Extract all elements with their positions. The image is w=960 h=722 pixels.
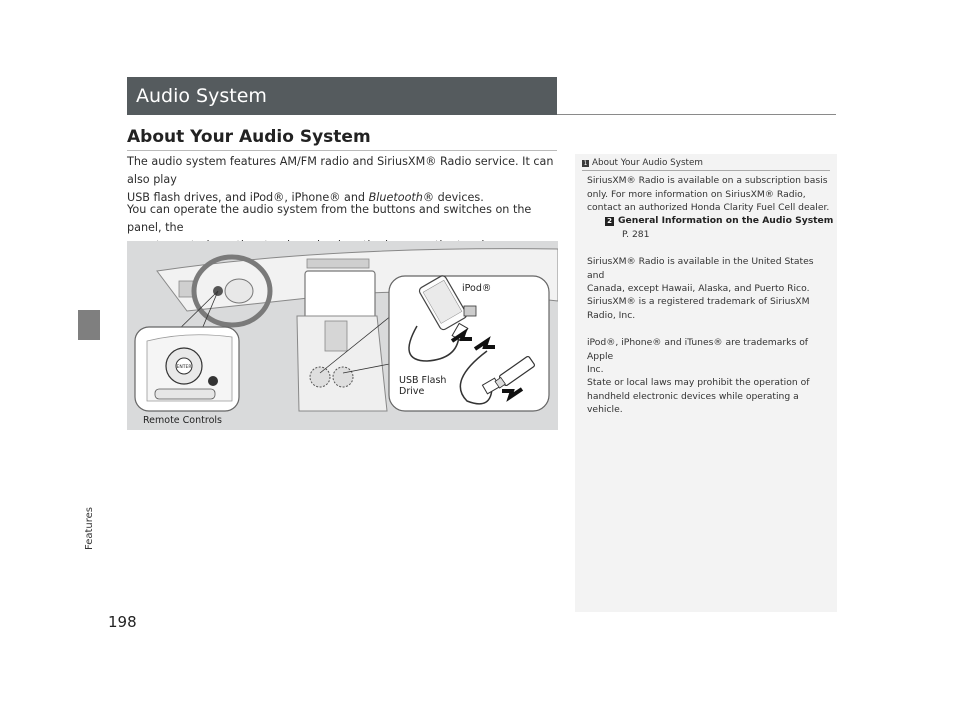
reference-page: P. 281 xyxy=(622,229,650,240)
bluetooth-word: Bluetooth xyxy=(368,191,423,204)
note-apple-trademark xyxy=(587,336,832,377)
note-apple-l1: iPod®, iPhone® and iTunes® are trademarks of Apple xyxy=(587,337,809,362)
note-legal-l3: vehicle. xyxy=(587,404,623,415)
intro-line-1: The audio system features AM/FM radio and SiriusXM® Radio service. It can also play xyxy=(127,155,554,186)
left-vent xyxy=(179,281,193,297)
heading-rule xyxy=(127,150,557,151)
sidebar-rule xyxy=(582,170,830,171)
note-legal-l1: State or local laws may prohibit the operation of xyxy=(587,377,810,388)
note-availability xyxy=(587,255,832,296)
note-subscription-l2: only. For more information on SiriusXM® Radio, xyxy=(587,188,806,200)
dashboard-drawing xyxy=(127,241,558,430)
remote-source-button xyxy=(208,376,218,386)
center-vent xyxy=(307,259,369,268)
page-number: 198 xyxy=(108,613,137,631)
note-apple-l2: Inc. xyxy=(587,364,604,375)
sidebar-header xyxy=(582,158,703,168)
note-subscription-l3: contact an authorized Honda Clarity Fuel Cell dealer. xyxy=(587,202,830,213)
ipod-label: iPod® xyxy=(462,283,492,294)
note-availability-l1: SiriusXM® Radio is available in the United States and xyxy=(587,256,814,281)
note-legal-l2: handheld electronic devices while operating a xyxy=(587,390,799,402)
chapter-side-label: Features xyxy=(84,507,95,550)
note-legal-warning xyxy=(587,376,832,417)
touchscreen-display xyxy=(305,271,375,319)
chapter-title: Audio System xyxy=(136,85,267,107)
usb-port-right xyxy=(333,367,353,387)
note-subscription xyxy=(587,174,832,215)
section-heading: About Your Audio System xyxy=(127,127,371,147)
title-rule xyxy=(557,114,836,115)
chapter-tab-marker xyxy=(78,310,100,340)
reference-arrow-icon: 2 xyxy=(605,217,614,226)
reference-title: General Information on the Audio System xyxy=(618,215,834,226)
enter-label: ENTER xyxy=(176,365,192,370)
usb-label-line-2: Drive xyxy=(399,386,425,397)
usb-socket xyxy=(464,306,476,316)
cross-reference-link[interactable] xyxy=(605,214,833,228)
note-siriusxm-l2: Radio, Inc. xyxy=(587,309,636,321)
usb-port-left xyxy=(310,367,330,387)
chapter-title-bar xyxy=(127,77,557,115)
note-number-icon: 1 xyxy=(583,159,588,167)
steering-hub xyxy=(225,279,253,303)
gear-panel xyxy=(325,321,347,351)
operation-line-1: You can operate the audio system from the buttons and switches on the panel, the xyxy=(127,203,532,234)
intro-paragraph xyxy=(127,153,559,207)
note-subscription-l1: SiriusXM® Radio is available on a subscription basis xyxy=(587,175,828,186)
intro-line-2c: ® devices. xyxy=(422,191,484,204)
usb-label-line-1: USB Flash xyxy=(399,375,447,386)
sidebar-header-text: About Your Audio System xyxy=(592,158,703,168)
note-availability-l2: Canada, except Hawaii, Alaska, and Puerto Rico. xyxy=(587,283,810,294)
usb-label xyxy=(399,375,446,397)
remote-controls-label: Remote Controls xyxy=(143,415,222,426)
sidebar-notes xyxy=(575,154,837,612)
audio-system-illustration xyxy=(127,241,558,430)
note-siriusxm-l1: SiriusXM® is a registered trademark of SiriusXM xyxy=(587,296,810,307)
note-siriusxm-trademark xyxy=(587,295,832,322)
remote-bottom-buttons xyxy=(155,389,215,399)
intro-line-2a: USB flash drives, and iPod®, iPhone® and xyxy=(127,191,369,204)
